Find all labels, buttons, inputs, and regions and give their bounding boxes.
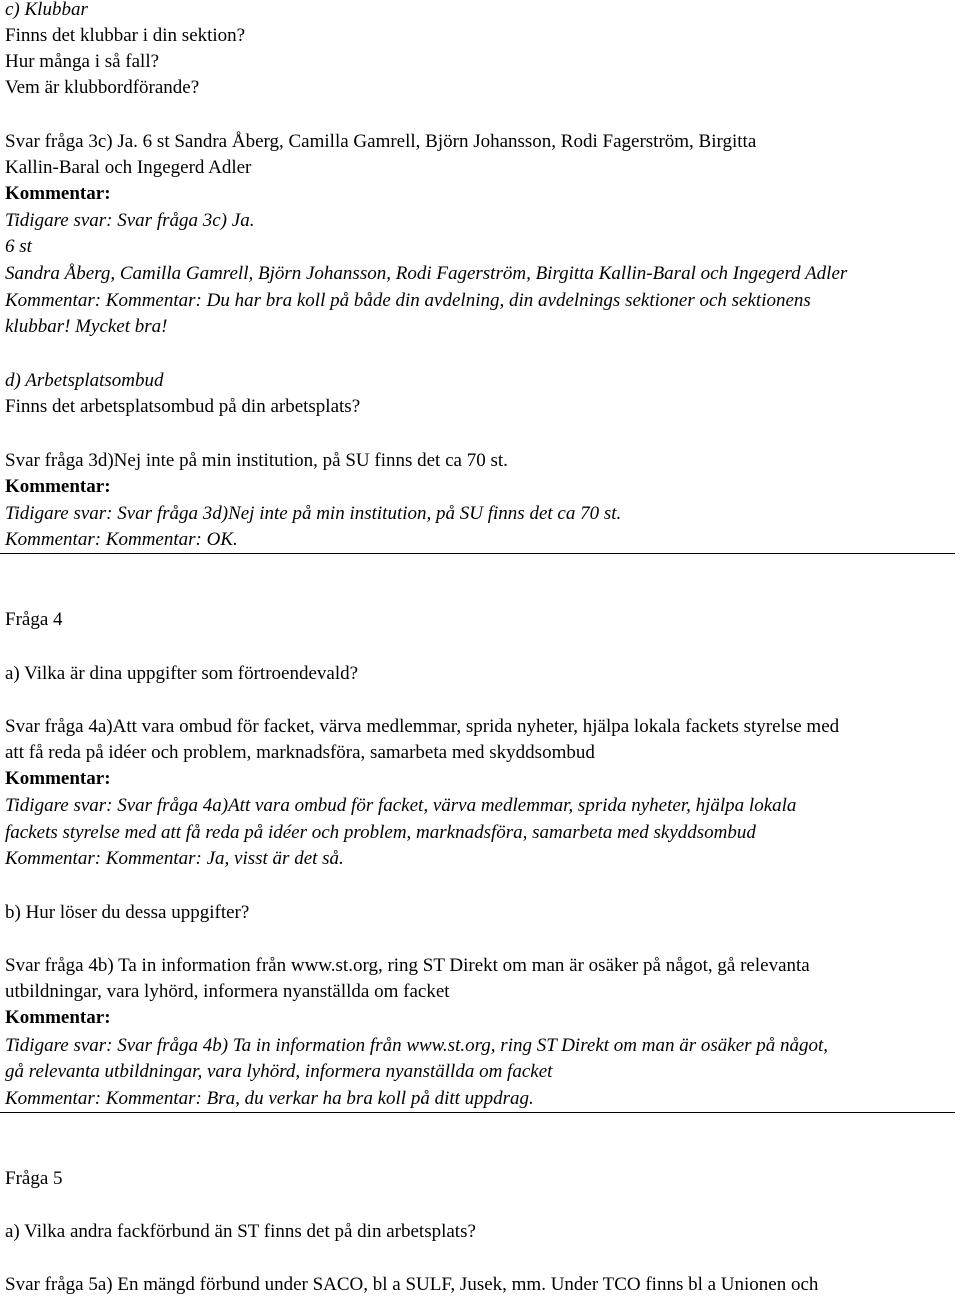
previous-answer-text: Tidigare svar: Svar fråga 3d)Nej inte på min institution, på SU finns det ca 70 st. bbox=[5, 503, 622, 524]
comment-text: Kommentar: Kommentar: Ja, visst är det så. bbox=[5, 848, 344, 869]
answer-text: utbildningar, vara lyhörd, informera nyanställda om facket bbox=[5, 981, 450, 1002]
comment-label: Kommentar: bbox=[5, 476, 111, 497]
comment-label: Kommentar: bbox=[5, 768, 111, 789]
question-text: a) Vilka andra fackförbund än ST finns det på din arbetsplats? bbox=[5, 1221, 476, 1242]
question-text: Finns det arbetsplatsombud på din arbetsplats? bbox=[5, 396, 361, 417]
question-title: Fråga 4 bbox=[5, 609, 63, 630]
previous-answer-text: Tidigare svar: Svar fråga 3c) Ja. bbox=[5, 210, 255, 231]
previous-answer-text: 6 st bbox=[5, 236, 32, 257]
previous-answer-text: fackets styrelse med att få reda på idéer och problem, marknadsföra, samarbeta med skyddsombud bbox=[5, 822, 756, 843]
section-heading-klubbar: c) Klubbar bbox=[5, 0, 88, 20]
comment-text: Kommentar: Kommentar: OK. bbox=[5, 529, 238, 550]
question-title: Fråga 5 bbox=[5, 1168, 63, 1189]
answer-text: Kallin-Baral och Ingegerd Adler bbox=[5, 157, 252, 178]
answer-text: Svar fråga 4a)Att vara ombud för facket, värva medlemmar, sprida nyheter, hjälpa lokala fackets styrelse med bbox=[5, 716, 840, 737]
section-divider bbox=[0, 553, 955, 554]
previous-answer-text: Tidigare svar: Svar fråga 4a)Att vara ombud för facket, värva medlemmar, sprida nyheter, hjälpa lokala bbox=[5, 795, 797, 816]
previous-answer-text: gå relevanta utbildningar, vara lyhörd, informera nyanställda om facket bbox=[5, 1061, 553, 1082]
comment-label: Kommentar: bbox=[5, 1007, 111, 1028]
previous-answer-text: Tidigare svar: Svar fråga 4b) Ta in information från www.st.org, ring ST Direkt om man är osäker på något, bbox=[5, 1035, 829, 1056]
question-text: Finns det klubbar i din sektion? bbox=[5, 25, 246, 46]
previous-answer-text: Sandra Åberg, Camilla Gamrell, Björn Johansson, Rodi Fagerström, Birgitta Kallin-Baral och Ingegerd Adler bbox=[5, 263, 848, 284]
comment-label: Kommentar: bbox=[5, 183, 111, 204]
question-text: b) Hur löser du dessa uppgifter? bbox=[5, 902, 250, 923]
answer-text: Svar fråga 4b) Ta in information från www.st.org, ring ST Direkt om man är osäker på något, gå relevanta bbox=[5, 955, 810, 976]
comment-text: Kommentar: Kommentar: Du har bra koll på både din avdelning, din avdelnings sektioner och sektionens bbox=[5, 290, 811, 311]
answer-text: Svar fråga 5a) En mängd förbund under SACO, bl a SULF, Jusek, mm. Under TCO finns bl a Unionen och bbox=[5, 1274, 819, 1295]
answer-text: Svar fråga 3c) Ja. 6 st Sandra Åberg, Camilla Gamrell, Björn Johansson, Rodi Fagerström, Birgitta bbox=[5, 131, 757, 152]
answer-text: att få reda på idéer och problem, marknadsföra, samarbeta med skyddsombud bbox=[5, 742, 595, 763]
question-text: Hur många i så fall? bbox=[5, 51, 160, 72]
question-text: Vem är klubbordförande? bbox=[5, 77, 200, 98]
answer-text: Svar fråga 3d)Nej inte på min institution, på SU finns det ca 70 st. bbox=[5, 450, 508, 471]
question-text: a) Vilka är dina uppgifter som förtroendevald? bbox=[5, 663, 359, 684]
comment-text: klubbar! Mycket bra! bbox=[5, 316, 168, 337]
section-heading-arbetsplatsombud: d) Arbetsplatsombud bbox=[5, 370, 164, 391]
comment-text: Kommentar: Kommentar: Bra, du verkar ha bra koll på ditt uppdrag. bbox=[5, 1088, 534, 1109]
section-divider bbox=[0, 1112, 955, 1113]
